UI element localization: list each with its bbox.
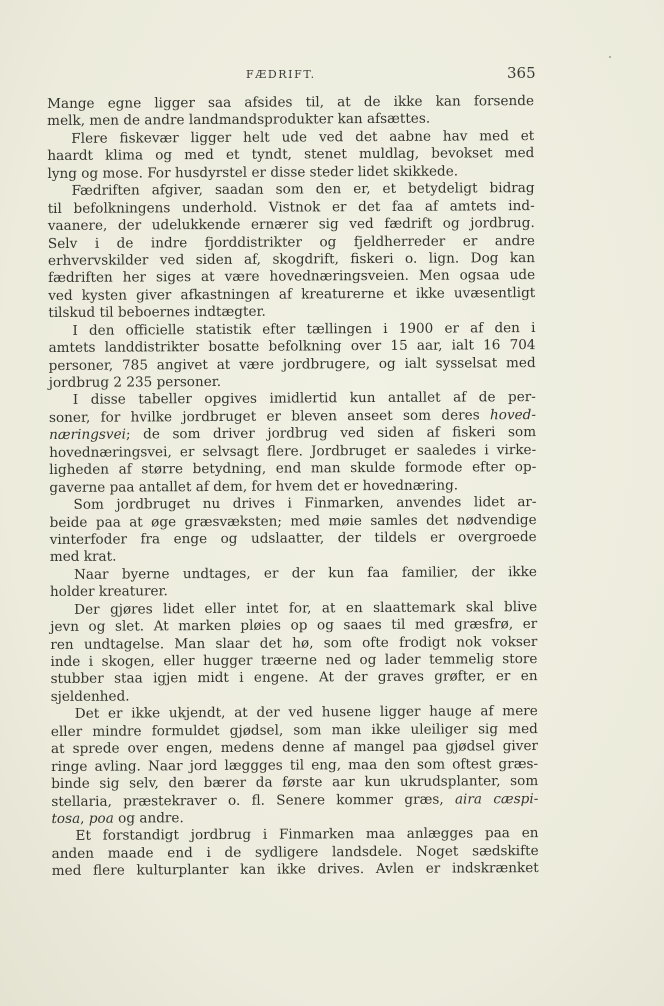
text-line: melk, men de andre landmandsprodukter kan afsættes.	[47, 111, 431, 130]
text-line: at sprede over engen, medens denne af mangel paa gjødsel giver	[50, 738, 539, 758]
text-line: Som jordbruget nu drives i Finmarken, anvendes lidet ar-	[73, 494, 537, 513]
text-line: Der gjøres lidet eller intet for, at en slaattemark skal blive	[74, 598, 538, 618]
text-line: amtets landdistrikter bosatte befolkning over 15 aar, ialt 16 704	[48, 337, 536, 357]
text-line: ved kysten giver afkastningen af kreaturerne et ikke uvæsentligt	[48, 284, 536, 304]
italic-run: hoved-	[489, 406, 537, 424]
text-line: I disse tabeller opgives imidlertid kun antallet af de per-	[72, 389, 536, 409]
page-number: 365	[507, 64, 536, 82]
paper-speck	[609, 56, 611, 58]
text-run: soner, for hvilke jordbruget er bleven anseet som deres	[48, 407, 491, 426]
text-line: erhvervskilder ved siden af, skogdrift, fiskeri o. lign. Dog kan	[47, 249, 536, 269]
text-line: jevn og slet. At marken pløies op og saaes til med græsfrø, er	[50, 616, 538, 636]
text-line: sjeldenhed.	[50, 688, 130, 705]
italic-run: tosa	[51, 810, 81, 827]
text-line: tilskud til beboernes indtægter.	[48, 303, 266, 322]
text-line: haardt klima og med et tyndt, stenet muldlag, bevokset med	[47, 145, 535, 165]
text-line: Fædriften afgiver, saadan som den er, et betydeligt bidrag	[71, 180, 535, 200]
running-header	[0, 64, 664, 84]
text-line: Det er ikke ukjendt, at der ved husene ligger hauge af mere	[74, 703, 538, 723]
text-line: med flere kulturplanter kan ikke drives. Avlen er indskrænket	[51, 860, 539, 880]
italic-run: aira cæspi-	[454, 790, 539, 808]
italic-run: poa	[88, 810, 114, 827]
text-line: hovednæringsvei, er selvsagt flere. Jordbruget er saaledes i virke-	[49, 441, 537, 461]
text-line: inde i skogen, eller hugger træerne ned og lader temmelig store	[50, 651, 538, 670]
text-line: Mange egne ligger saa afsides til, at de ikke kan forsende	[47, 93, 535, 112]
text-line: Naar byerne undtages, er der kun faa familier, der ikke	[73, 563, 537, 583]
text-line: vinterfoder fra enge og udslaatter, der tildels er overgroede	[49, 528, 537, 548]
text-line: til befolkningens underhold. Vistnok er det faa af amtets ind-	[47, 197, 535, 217]
text-line: binde sig selv, den bærer da første aar kun ukrudsplanter, som	[51, 773, 539, 793]
text-line: eller mindre formuldet gjødsel, som man ikke uleiliger sig med	[50, 720, 538, 740]
text-line: stubber staa igjen midt i engene. At der graves grøfter, er en	[50, 668, 538, 688]
text-line: holder kreaturer.	[49, 583, 168, 601]
text-run: ,	[80, 810, 89, 827]
italic-run: næringsvei	[49, 426, 127, 444]
running-title: FÆDRIFT.	[246, 68, 316, 81]
text-line: gaverne paa antallet af dem, for hvem det er hovednæring.	[49, 477, 459, 496]
text-line: personer, 785 angivet at være jordbrugere, og ialt sysselsat med	[48, 354, 536, 374]
text-line: ligheden af større betydning, end man skulde formode efter op-	[49, 459, 537, 479]
text-line: anden maade end i de sydligere landsdele. Noget sædskifte	[51, 842, 539, 862]
text-line: ringe avling. Naar jord læggges til eng, maa den som oftest græs-	[51, 755, 539, 775]
text-line: lyng og mose. For husdyrstel er disse steder lidet skikkede.	[47, 163, 459, 182]
text-line: I den officielle statistik efter tællingen i 1900 er af den i	[72, 319, 536, 339]
text-line: ren undtagelse. Man slaar det hø, som ofte frodigt nok vokser	[50, 633, 538, 653]
text-line: vaanere, der udelukkende ernærer sig ved fædrift og jordbrug.	[47, 215, 535, 235]
text-line: med krat.	[49, 548, 117, 566]
text-line: Selv i de indre fjorddistrikter og fjeldherreder er andre	[47, 232, 535, 252]
body-text	[47, 93, 539, 881]
text-run: ; de som driver jordbrug ved siden af fiskeri som	[125, 424, 537, 443]
text-run: og andre.	[113, 810, 184, 827]
text-line: jordbrug 2 235 personer.	[48, 373, 222, 391]
text-line: beide paa at øge græsvæksten; med møie samles det nødvendige	[49, 511, 537, 531]
text-line: Flere fiskevær ligger helt ude ved det aabne hav med et	[71, 127, 535, 147]
text-line: fædriften her siges at være hovednæringsveien. Men ogsaa ude	[48, 267, 536, 287]
text-line	[51, 791, 538, 811]
text-line: Et forstandigt jordbrug i Finmarken maa anlægges paa en	[75, 825, 539, 845]
text-run: stellaria, præstekraver o. fl. Senere kommer græs,	[51, 791, 455, 810]
